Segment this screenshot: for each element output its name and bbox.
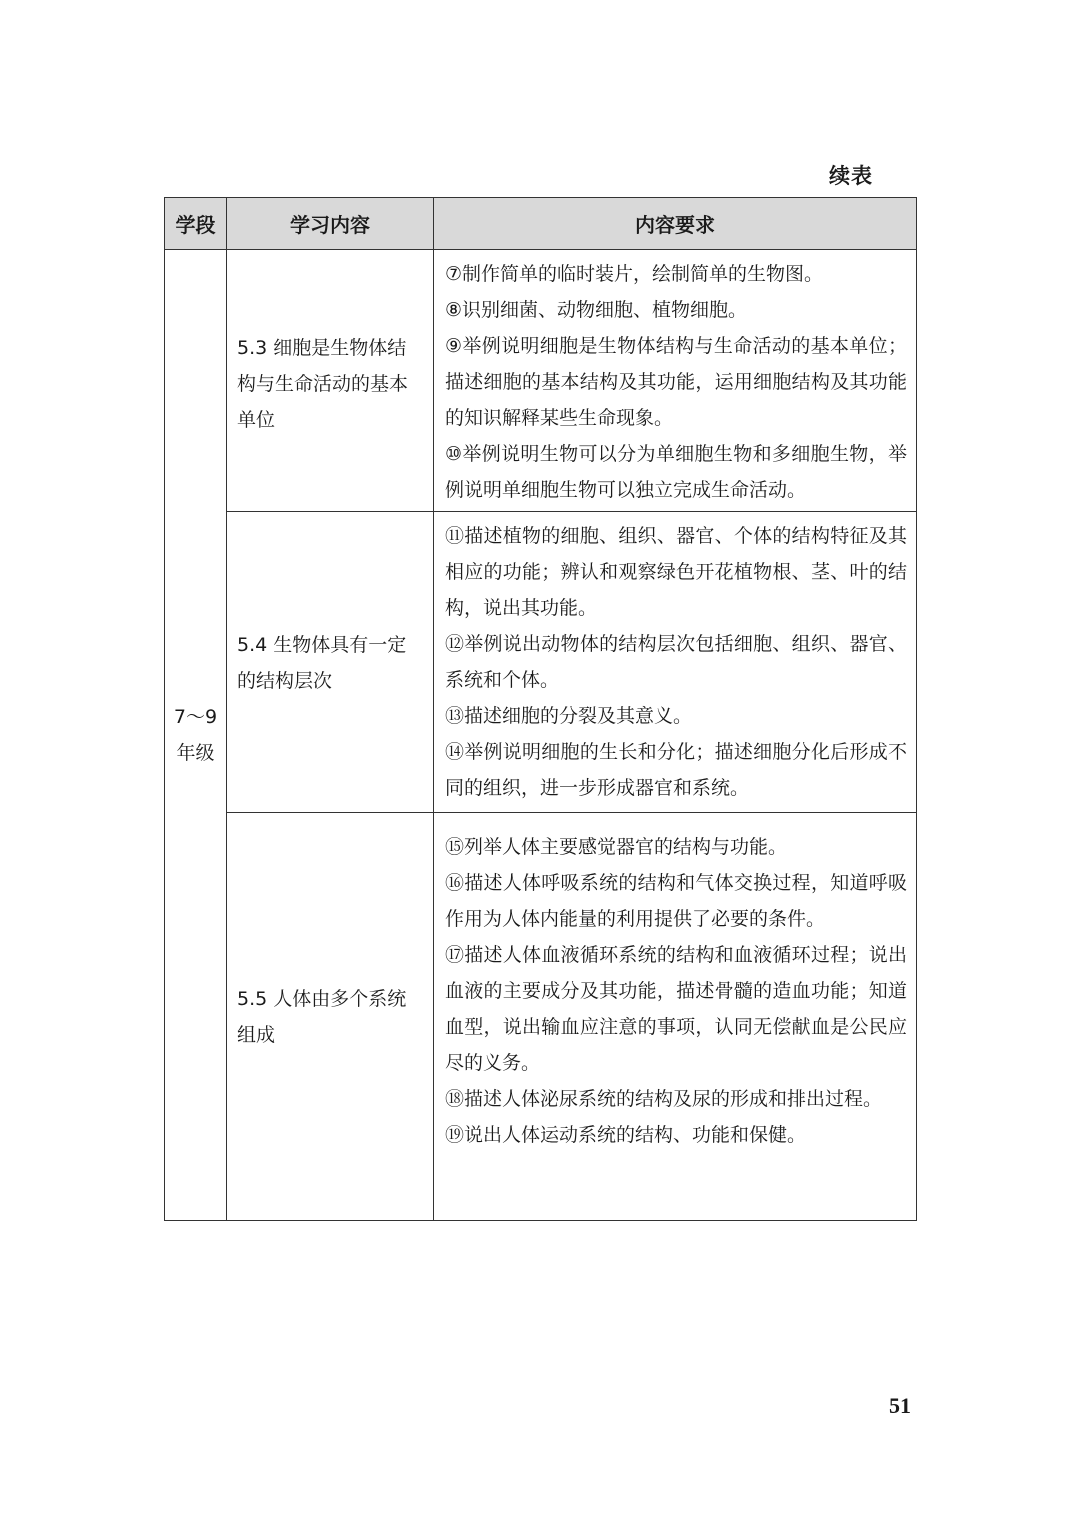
requirement-item: ⑮列举人体主要感觉器官的结构与功能。 — [445, 836, 788, 858]
curriculum-table — [164, 197, 917, 1221]
requirements-cell — [434, 813, 917, 1221]
table-row — [165, 250, 917, 512]
requirement-item: ⑭举例说明细胞的生长和分化；描述细胞分化后形成不同的组织，进一步形成器官和系统。 — [445, 741, 907, 799]
requirement-item: ⑰描述人体血液循环系统的结构和血液循环过程；说出血液的主要成分及其功能，描述骨髓的造血功能；知道血型，说出输血应注意的事项，认同无偿献血是公民应尽的义务。 — [445, 944, 907, 1074]
header-learning-content: 学习内容 — [227, 198, 434, 250]
requirement-item: ⑫举例说出动物体的结构层次包括细胞、组织、器官、系统和个体。 — [445, 633, 907, 691]
header-stage: 学段 — [165, 198, 227, 250]
table-row — [165, 813, 917, 1221]
requirement-item: ⑲说出人体运动系统的结构、功能和保健。 — [445, 1124, 807, 1146]
requirement-item: ⑪描述植物的细胞、组织、器官、个体的结构特征及其相应的功能；辨认和观察绿色开花植物根、茎、叶的结构，说出其功能。 — [445, 525, 907, 619]
requirement-item: ⑬描述细胞的分裂及其意义。 — [445, 705, 693, 727]
header-content-requirements: 内容要求 — [434, 198, 917, 250]
requirement-item: ⑨举例说明细胞是生物体结构与生命活动的基本单位；描述细胞的基本结构及其功能，运用细胞结构及其功能的知识解释某些生命现象。 — [445, 335, 907, 429]
requirement-item: ⑧识别细菌、动物细胞、植物细胞。 — [445, 299, 748, 321]
requirement-item: ⑱描述人体泌尿系统的结构及尿的形成和排出过程。 — [445, 1088, 883, 1110]
requirements-cell — [434, 250, 917, 512]
table-row — [165, 512, 917, 813]
requirement-item: ⑦制作简单的临时装片，绘制简单的生物图。 — [445, 263, 824, 285]
topic-cell: 5.3 细胞是生物体结构与生命活动的基本单位 — [227, 250, 434, 512]
topic-cell: 5.5 人体由多个系统组成 — [227, 813, 434, 1221]
requirement-item: ⑯描述人体呼吸系统的结构和气体交换过程，知道呼吸作用为人体内能量的利用提供了必要的条件。 — [445, 872, 907, 930]
requirements-cell — [434, 512, 917, 813]
page-number: 51 — [889, 1393, 911, 1418]
requirement-item: ⑩举例说明生物可以分为单细胞生物和多细胞生物，举例说明单细胞生物可以独立完成生命活动。 — [445, 443, 907, 501]
continued-table-label: 续表 — [829, 164, 873, 188]
table-header-row — [165, 198, 917, 250]
topic-cell: 5.4 生物体具有一定的结构层次 — [227, 512, 434, 813]
stage-cell: 7～9 年级 — [165, 250, 227, 1221]
